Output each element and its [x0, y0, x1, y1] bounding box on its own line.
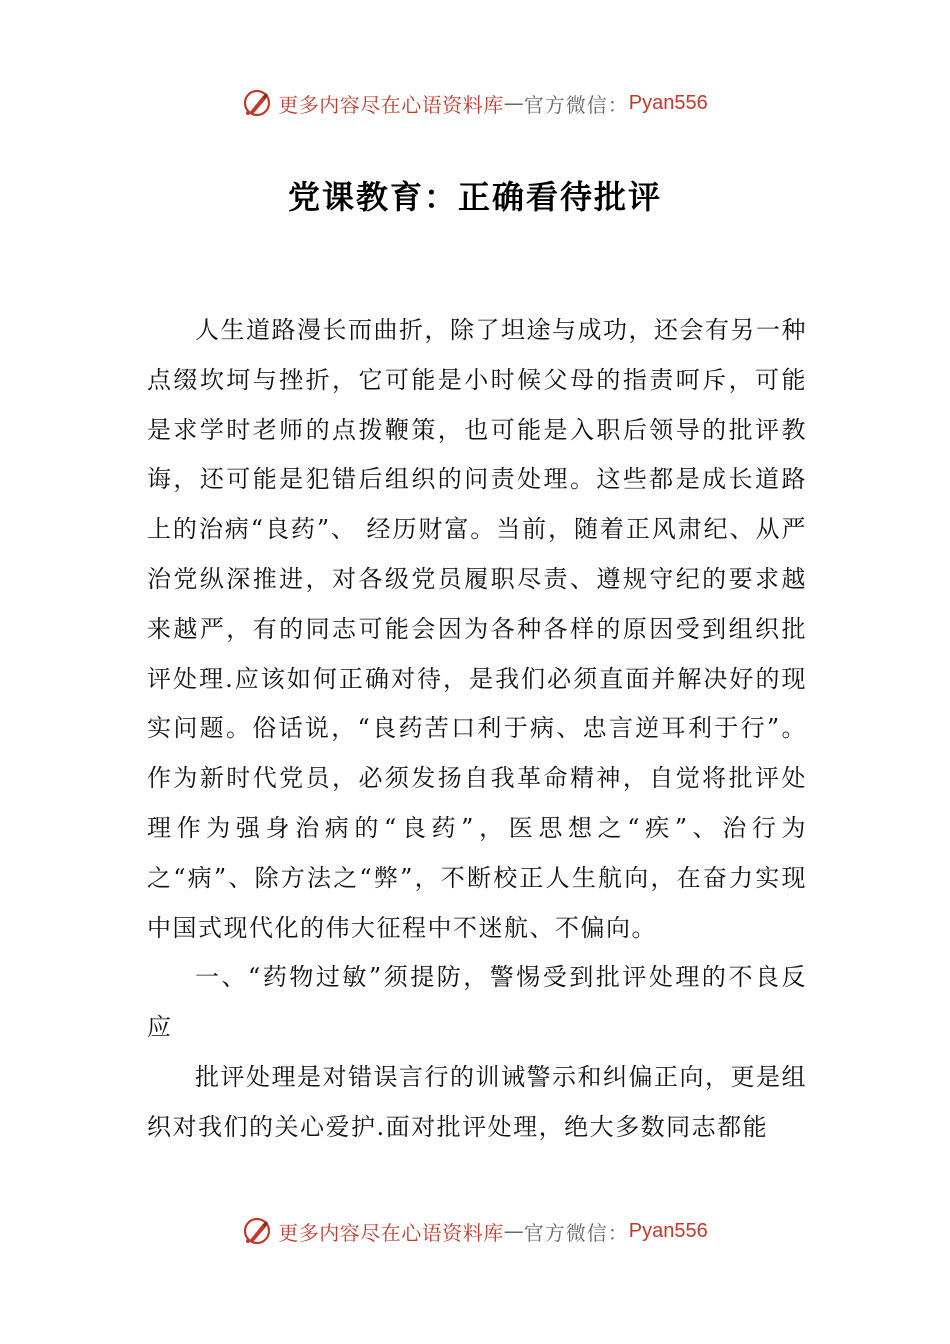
section-heading-1: 一、“药物过敏”须提防，警惕受到批评处理的不良反应: [147, 963, 807, 1042]
footer-banner-dash: —: [503, 1219, 524, 1243]
paragraph-intro: 人生道路漫长而曲折，除了坦途与成功，还会有另一种点缀坎坷与挫折，它可能是小时候父母的指责呵斥，可能是求学时老师的点拨鞭策，也可能是入职后领导的批评教诲，还可能是犯错后组织的问责处理。这些都是成长道路上的治病“良药”、 经历财富。当前，随着正风肃纪、从严治党纵深推进，对各级党员履职尽责、遵规守纪的要求越来越严，有的同志可能会因为各种各样的原因受到组织批评处理.应该如何正确对待，是我们必须直面并解决好的现实问题。俗话说，“良药苦口利于病、忠言逆耳利于行”。作为新时代党员，必须发扬自我革命精神，自觉将批评处理作为强身治病的“良药”，医思想之“疾”、治行为之“病”、除方法之“弊”，不断校正人生航向，在奋力实现中国式现代化的伟大征程中不迷航、不偏向。: [147, 316, 807, 942]
banner-wechat-id: Pyan556: [628, 91, 708, 114]
footer-banner-text: 更多内容尽在心语资料库: [278, 1220, 504, 1245]
document-title: 党课教育：正确看待批评: [287, 178, 662, 216]
banner-text: 更多内容尽在心语资料库: [278, 92, 504, 117]
footer-banner: [0, 1211, 950, 1251]
paragraph-section-1: 批评处理是对错误言行的训诫警示和纠偏正向，更是组织对我们的关心爱护.面对批评处理，绝大多数同志都能: [147, 1062, 807, 1141]
pen-nib-logo-icon: [242, 88, 272, 118]
document-body: [147, 306, 807, 1153]
footer-banner-wechat-id: Pyan556: [628, 1219, 708, 1242]
banner-wechat-label: 官方微信：: [523, 92, 629, 117]
pen-nib-logo-icon: [242, 1216, 272, 1246]
header-banner: [0, 83, 950, 123]
footer-banner-wechat-label: 官方微信：: [523, 1220, 629, 1245]
banner-dash: —: [503, 91, 524, 115]
